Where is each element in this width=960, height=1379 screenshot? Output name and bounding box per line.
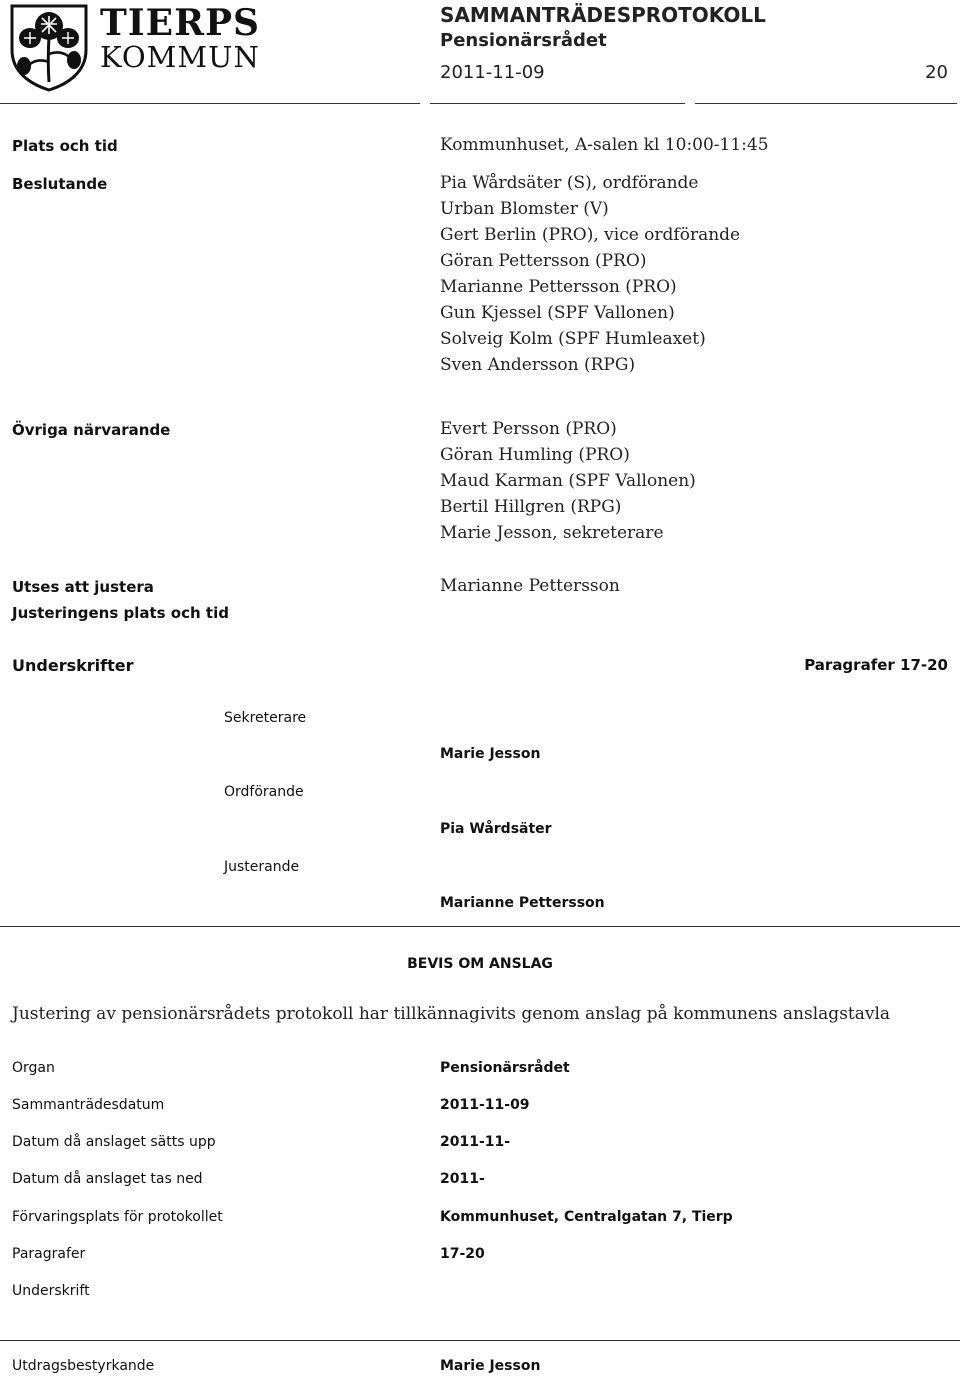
signing-adjuster-label: Justerande bbox=[224, 859, 300, 875]
adjuster-label: Utses att justera bbox=[12, 578, 154, 596]
deciding-member: Gert Berlin (PRO), vice ordförande bbox=[440, 225, 741, 245]
notice-row-label: Paragrafer bbox=[12, 1246, 86, 1262]
header-divider-middle bbox=[430, 103, 685, 104]
place-time-label: Plats och tid bbox=[12, 137, 118, 155]
others-present-label: Övriga närvarande bbox=[12, 421, 171, 439]
chair-label: Ordförande bbox=[224, 784, 304, 800]
notice-row-value: 2011-11-09 bbox=[440, 1097, 530, 1113]
others-present-member: Bertil Hillgren (RPG) bbox=[440, 497, 622, 517]
others-present-list bbox=[440, 416, 696, 546]
logo-name-line1: TIERPS bbox=[100, 2, 261, 44]
others-present-member: Marie Jesson, sekreterare bbox=[440, 523, 664, 543]
deciding-member: Urban Blomster (V) bbox=[440, 199, 609, 219]
extract-certification-value: Marie Jesson bbox=[440, 1358, 541, 1374]
deciding-member: Sven Andersson (RPG) bbox=[440, 355, 636, 375]
adjuster-value: Marianne Pettersson bbox=[440, 576, 620, 596]
signatures-label: Underskrifter bbox=[12, 656, 134, 675]
notice-row-label: Sammanträdesdatum bbox=[12, 1097, 165, 1113]
notice-row-value: 17-20 bbox=[440, 1246, 485, 1262]
notice-heading: BEVIS OM ANSLAG bbox=[407, 956, 553, 972]
chair-name: Pia Wårdsäter bbox=[440, 821, 552, 837]
header-divider-left bbox=[0, 103, 420, 104]
header-divider-right bbox=[695, 103, 957, 104]
deciding-list bbox=[440, 170, 740, 378]
notice-row-label: Underskrift bbox=[12, 1283, 90, 1299]
coat-of-arms-icon bbox=[8, 2, 90, 92]
notice-row-value: Pensionärsrådet bbox=[440, 1060, 570, 1076]
deciding-member: Marianne Pettersson (PRO) bbox=[440, 277, 677, 297]
document-date: 2011-11-09 bbox=[440, 62, 545, 83]
municipality-logo bbox=[8, 2, 261, 94]
notice-row-value: Kommunhuset, Centralgatan 7, Tierp bbox=[440, 1209, 733, 1225]
secretary-label: Sekreterare bbox=[224, 710, 307, 726]
others-present-member: Evert Persson (PRO) bbox=[440, 419, 617, 439]
deciding-member: Gun Kjessel (SPF Vallonen) bbox=[440, 303, 675, 323]
notice-text: Justering av pensionärsrådets protokoll har tillkännagivits genom anslag på kommunens anslagstavla bbox=[12, 1004, 891, 1024]
deciding-label: Beslutande bbox=[12, 175, 108, 193]
notice-row-label: Datum då anslaget sätts upp bbox=[12, 1134, 216, 1150]
signing-adjuster-name: Marianne Pettersson bbox=[440, 895, 605, 911]
deciding-member: Solveig Kolm (SPF Humleaxet) bbox=[440, 329, 706, 349]
paragraphs-range: Paragrafer 17-20 bbox=[804, 656, 948, 674]
place-time-value: Kommunhuset, A-salen kl 10:00-11:45 bbox=[440, 135, 769, 155]
others-present-member: Maud Karman (SPF Vallonen) bbox=[440, 471, 696, 491]
notice-divider bbox=[0, 926, 960, 927]
others-present-member: Göran Humling (PRO) bbox=[440, 445, 630, 465]
notice-row-label: Datum då anslaget tas ned bbox=[12, 1171, 203, 1187]
adjust-place-label: Justeringens plats och tid bbox=[12, 604, 229, 622]
document-committee: Pensionärsrådet bbox=[440, 30, 607, 51]
page-number: 20 bbox=[925, 62, 948, 83]
notice-row-label: Förvaringsplats för protokollet bbox=[12, 1209, 223, 1225]
footer-divider bbox=[0, 1340, 960, 1341]
secretary-name: Marie Jesson bbox=[440, 746, 541, 762]
notice-row-label: Organ bbox=[12, 1060, 55, 1076]
deciding-member: Pia Wårdsäter (S), ordförande bbox=[440, 173, 699, 193]
extract-certification-label: Utdragsbestyrkande bbox=[12, 1358, 155, 1374]
notice-row-value: 2011- bbox=[440, 1171, 485, 1187]
document-title: SAMMANTRÄDESPROTOKOLL bbox=[440, 3, 766, 27]
logo-name-line2: KOMMUN bbox=[100, 40, 260, 74]
notice-row-value: 2011-11- bbox=[440, 1134, 511, 1150]
deciding-member: Göran Pettersson (PRO) bbox=[440, 251, 647, 271]
